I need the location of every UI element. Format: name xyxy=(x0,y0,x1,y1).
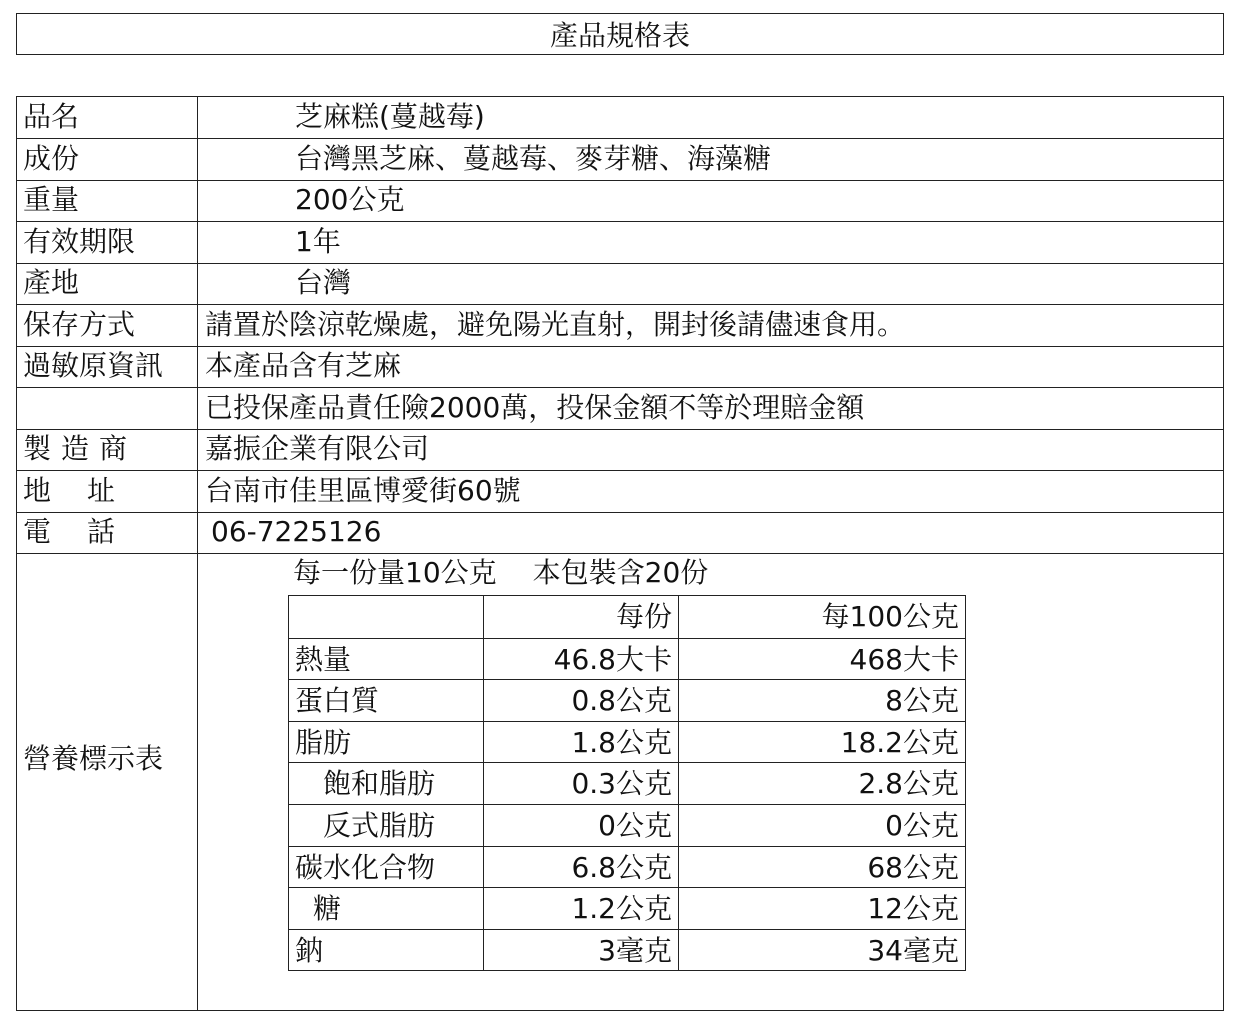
nutrient-name: 脂肪 xyxy=(295,725,352,759)
label-address: 地址 xyxy=(23,474,152,507)
value-weight: 200公克 xyxy=(295,183,405,216)
value-manufacturer: 嘉振企業有限公司 xyxy=(205,432,430,465)
nutrient-per-100g: 8公克 xyxy=(678,680,965,722)
servings-per-package: 本包裝含20份 xyxy=(532,556,709,589)
nutrient-per-serving: 6.8公克 xyxy=(483,847,678,889)
label-storage: 保存方式 xyxy=(23,308,136,341)
nutrition-row-protein xyxy=(289,679,965,722)
nutrient-name: 碳水化合物 xyxy=(295,850,436,884)
value-insurance: 已投保產品責任險2000萬，投保金額不等於理賠金額 xyxy=(205,391,865,424)
nutrient-name: 糖 xyxy=(313,892,342,926)
value-shelf-life: 1年 xyxy=(295,225,341,258)
row-divider xyxy=(17,180,1223,181)
value-ingredients: 台灣黑芝麻、蔓越莓、麥芽糖、海藻糖 xyxy=(295,142,772,175)
nutrient-per-serving: 46.8大卡 xyxy=(483,639,678,681)
label-nutrition: 營養標示表 xyxy=(23,742,164,775)
label-phone: 電話 xyxy=(23,515,152,548)
nutrition-row-carbohydrate xyxy=(289,846,965,889)
row-divider xyxy=(17,470,1223,471)
value-origin: 台灣 xyxy=(295,266,352,299)
nutrient-name: 熱量 xyxy=(295,642,352,676)
label-product-name: 品名 xyxy=(23,100,80,133)
nutrition-row-sodium xyxy=(289,929,965,972)
row-divider xyxy=(17,429,1223,430)
serving-info xyxy=(293,553,744,593)
label-origin: 產地 xyxy=(23,266,80,299)
nutrient-name: 反式脂肪 xyxy=(323,809,436,842)
nutrient-name: 蛋白質 xyxy=(295,684,380,718)
nutrition-row-trans-fat xyxy=(289,804,965,847)
label-manufacturer: 製造商 xyxy=(23,432,138,465)
nutrient-per-serving: 1.2公克 xyxy=(483,888,678,930)
nutrient-per-serving: 0.3公克 xyxy=(483,763,678,805)
nutrient-per-serving: 0.8公克 xyxy=(483,680,678,722)
label-allergen: 過敏原資訊 xyxy=(23,349,164,382)
label-ingredients: 成份 xyxy=(23,142,80,175)
nutrient-per-100g: 12公克 xyxy=(678,888,965,930)
nutrition-header-per-serving: 每份 xyxy=(483,596,678,638)
nutrient-per-serving: 0公克 xyxy=(483,805,678,847)
nutrient-per-100g: 68公克 xyxy=(678,847,965,889)
nutrition-header-per-100g: 每100公克 xyxy=(678,596,965,638)
nutrition-row-fat xyxy=(289,721,965,764)
value-storage: 請置於陰涼乾燥處，避免陽光直射，開封後請儘速食用。 xyxy=(205,308,906,341)
value-allergen: 本產品含有芝麻 xyxy=(205,349,402,382)
nutrition-row-sugar xyxy=(289,887,965,930)
nutrient-per-100g: 34毫克 xyxy=(678,930,965,972)
nutrition-header-row xyxy=(289,596,965,638)
nutrient-per-100g: 468大卡 xyxy=(678,639,965,681)
row-divider xyxy=(17,221,1223,222)
serving-size: 每一份量10公克 xyxy=(293,556,497,589)
nutrient-per-100g: 0公克 xyxy=(678,805,965,847)
nutrition-row-saturated-fat xyxy=(289,762,965,805)
nutrition-table xyxy=(288,595,966,971)
nutrient-name: 飽和脂肪 xyxy=(323,767,436,801)
spec-table xyxy=(16,96,1224,1011)
page-title: 產品規格表 xyxy=(16,13,1224,55)
nutrient-per-serving: 1.8公克 xyxy=(483,722,678,764)
label-shelf-life: 有效期限 xyxy=(23,225,136,258)
value-product-name: 芝麻糕(蔓越莓) xyxy=(295,100,485,133)
nutrition-header-item xyxy=(295,596,483,638)
row-divider xyxy=(17,263,1223,264)
nutrition-row-energy xyxy=(289,638,965,681)
nutrient-name: 鈉 xyxy=(295,933,324,967)
label-weight: 重量 xyxy=(23,183,80,216)
value-address: 台南市佳里區博愛街60號 xyxy=(205,474,521,507)
value-phone: 06-7225126 xyxy=(211,515,382,548)
row-divider xyxy=(17,512,1223,513)
nutrient-per-100g: 18.2公克 xyxy=(678,722,965,764)
nutrient-per-serving: 3毫克 xyxy=(483,930,678,972)
row-divider xyxy=(17,346,1223,347)
nutrient-per-100g: 2.8公克 xyxy=(678,763,965,805)
